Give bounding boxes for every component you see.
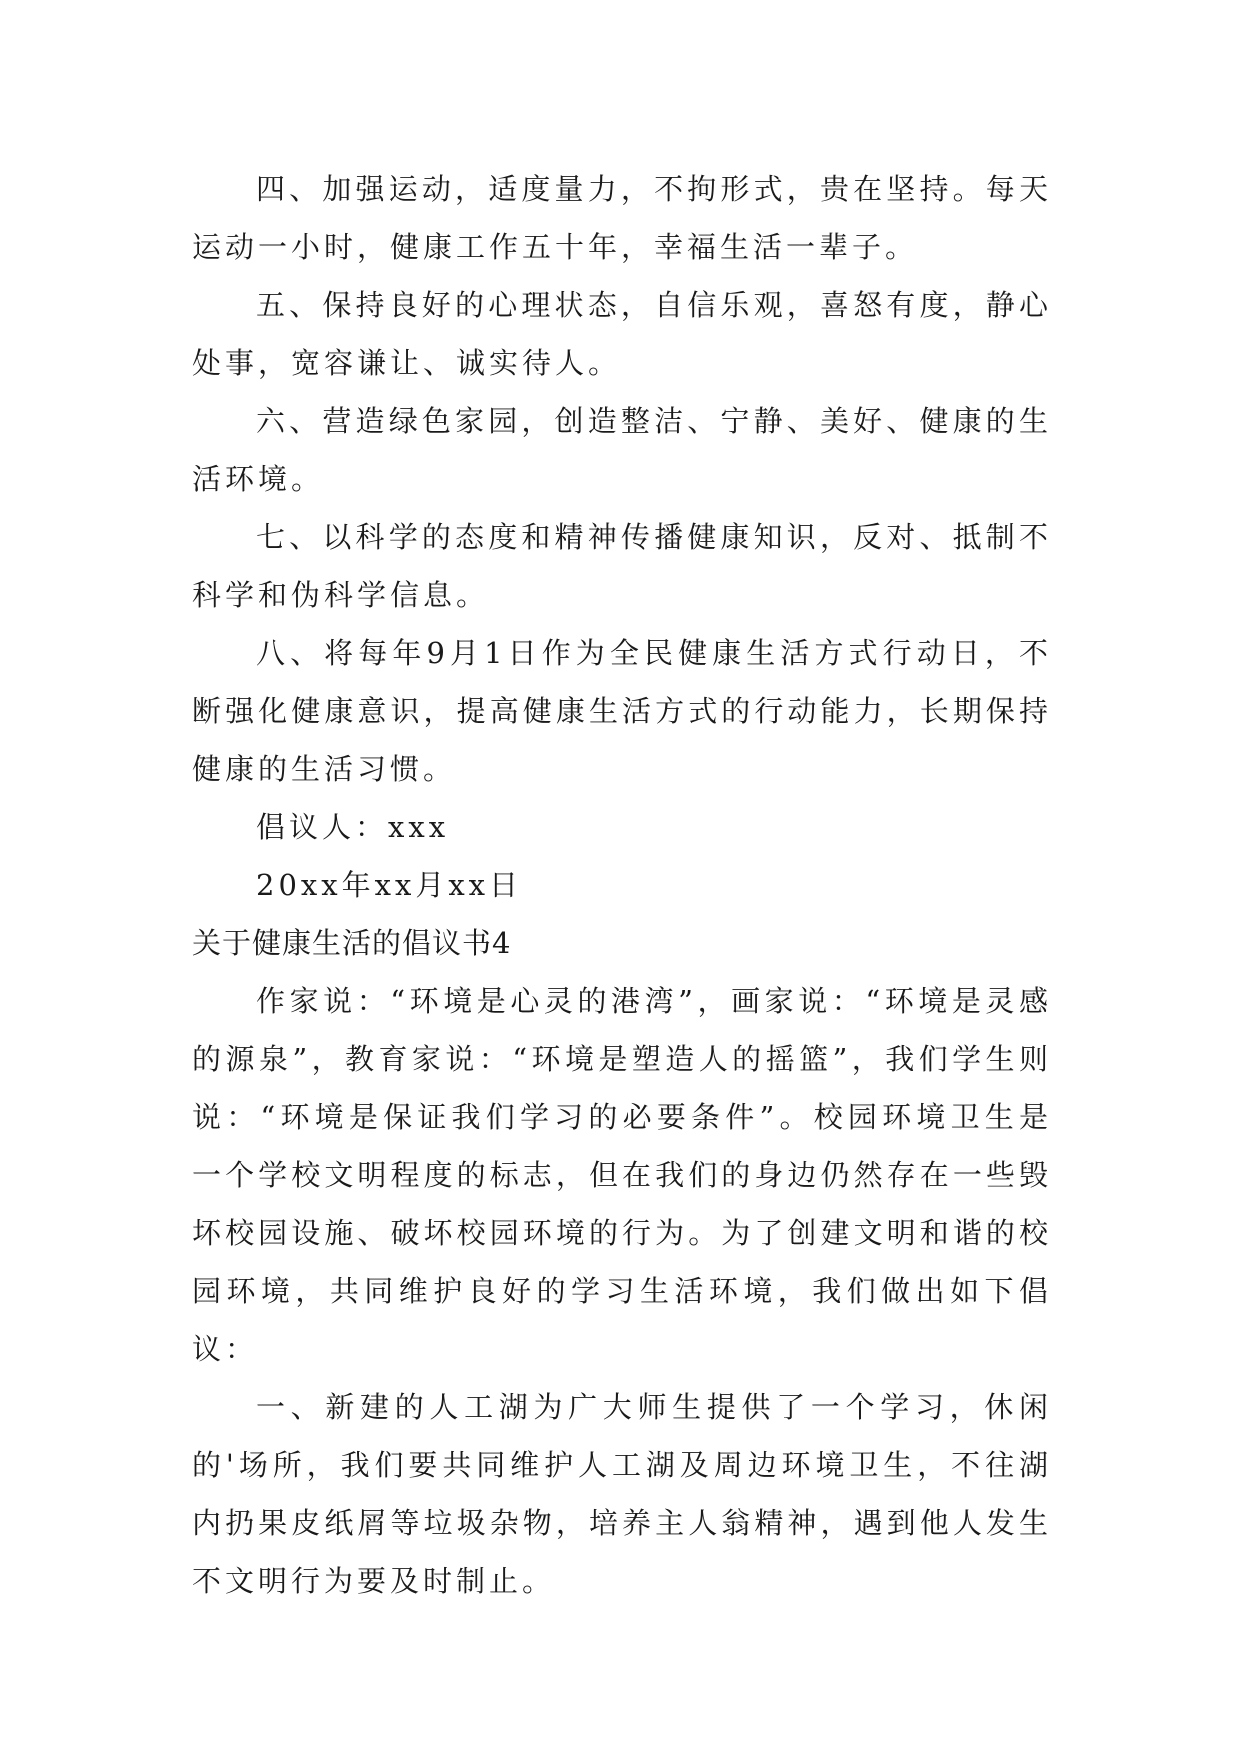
section-title: 关于健康生活的倡议书4: [192, 926, 512, 960]
paragraph-five: 五、保持良好的心理状态，自信乐观，喜怒有度，静心处事，宽容谦让、诚实待人。: [192, 288, 1052, 380]
document-body: [192, 160, 1052, 1610]
paragraph-six: 六、营造绿色家园，创造整洁、宁静、美好、健康的生活环境。: [192, 404, 1052, 496]
proposer-line: 倡议人：xxx: [256, 810, 450, 844]
paragraph-four: 四、加强运动，适度量力，不拘形式，贵在坚持。每天运动一小时，健康工作五十年，幸福生活一辈子。: [192, 172, 1052, 264]
section-intro-paragraph: 作家说：“环境是心灵的港湾”，画家说：“环境是灵感的源泉”，教育家说：“环境是塑造人的摇篮”，我们学生则说：“环境是保证我们学习的必要条件”。校园环境卫生是一个学校文明程度的标志，但在我们的身边仍然存在一些毁坏校园设施、破坏校园环境的行为。为了创建文明和谐的校园环境，共同维护良好的学习生活环境，我们做出如下倡议：: [192, 984, 1052, 1366]
section-item-one: 一、新建的人工湖为广大师生提供了一个学习，休闲的'场所，我们要共同维护人工湖及周边环境卫生，不往湖内扔果皮纸屑等垃圾杂物，培养主人翁精神，遇到他人发生不文明行为要及时制止。: [192, 1390, 1052, 1598]
paragraph-seven: 七、以科学的态度和精神传播健康知识，反对、抵制不科学和伪科学信息。: [192, 520, 1052, 612]
paragraph-eight: 八、将每年9月1日作为全民健康生活方式行动日，不断强化健康意识，提高健康生活方式的行动能力，长期保持健康的生活习惯。: [192, 636, 1052, 786]
date-line: 20xx年xx月xx日: [256, 868, 523, 902]
